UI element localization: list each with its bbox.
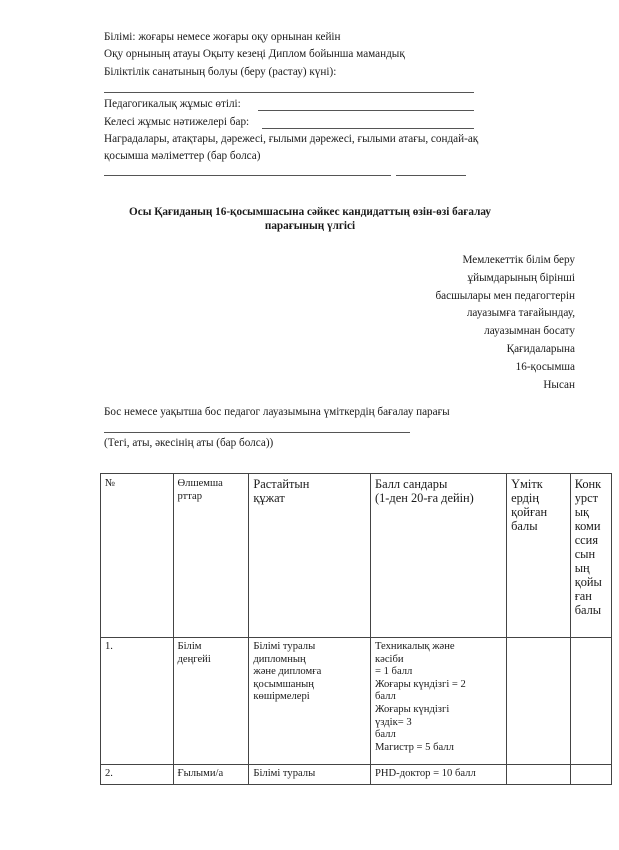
row-document: Білімі туралы дипломның және дипломға қосымшаның көшірмелері [249,638,371,765]
table-row [101,638,612,765]
qualification-line: Біліктілік санатының болуы (беру (растау) күні): [104,66,337,78]
row-document: Білімі туралы [249,765,371,785]
appendix-line: Қағидаларына [506,342,575,355]
name-hint: (Тегі, аты, әкесінің аты (бар болса)) [104,437,274,449]
blank-rule [104,92,474,93]
appendix-line: лауазымнан босату [484,325,575,338]
row-number: 1. [101,638,174,765]
sheet-heading: Бос немесе уақытша бос педагог лауазымына үміткердің бағалау парағы [104,406,450,418]
awards-line-1: Наградалары, атақтары, дәрежесі, ғылыми дәрежесі, ғылыми атағы, сондай-ақ [104,133,479,145]
education-line: Білімі: жоғары немесе жоғары оқу орнынан кейін [104,31,341,43]
appendix-line: лауазымға тағайындау, [466,307,575,320]
header-number: № [101,474,174,638]
awards-blank-1 [104,175,391,176]
appendix-line: Нысан [543,378,575,391]
row-criteria: Ғылыми/а [173,765,249,785]
table-row [101,765,612,785]
header-candidate-score: Үмітк ердің қойған балы [507,474,571,638]
header-criteria: Өлшемша рттар [173,474,249,638]
row-commission-score [570,765,611,785]
name-blank [104,432,410,433]
row-points: Техникалық және кәсіби = 1 балл Жоғары күндізгі = 2 балл Жоғары күндізгі үздік= 3 балл Магистр = 5 балл [370,638,506,765]
row-number: 2. [101,765,174,785]
awards-line-2: қосымша мәліметтер (бар болса) [104,150,261,162]
row-candidate-score [507,765,571,785]
header-commission-score: Конк урст ық коми ссия сын ың қойы ған балы [570,474,611,638]
header-document: Растайтын құжат [249,474,371,638]
row-commission-score [570,638,611,765]
evaluation-table [100,473,612,785]
table-header-row [101,474,612,638]
appendix-line: басшылары мен педагогтерін [435,289,575,302]
header-points: Балл сандары (1-ден 20-ға дейін) [370,474,506,638]
experience-blank [258,110,474,111]
awards-blank-2 [396,175,466,176]
row-candidate-score [507,638,571,765]
appendix-line: Мемлекеттік білім беру [462,254,575,266]
row-points: PHD-доктор = 10 балл [370,765,506,785]
row-criteria: Білім деңгейі [173,638,249,765]
appendix-line: ұйымдарының бірінші [467,271,575,284]
results-blank [262,128,474,129]
appendix-reference [435,252,575,394]
appendix-line: 16-қосымша [515,360,575,373]
results-label: Келесі жұмыс нәтижелері бар: [104,116,250,128]
institution-line: Оқу орнының атауы Оқыту кезеңі Диплом бойынша мамандық [104,48,405,60]
form-title: Осы Қағиданың 16-қосымшасына сәйкес кандидаттың өзін-өзі бағалау парағының үлгісі [129,206,491,232]
experience-label: Педагогикалық жұмыс өтілі: [104,98,241,110]
